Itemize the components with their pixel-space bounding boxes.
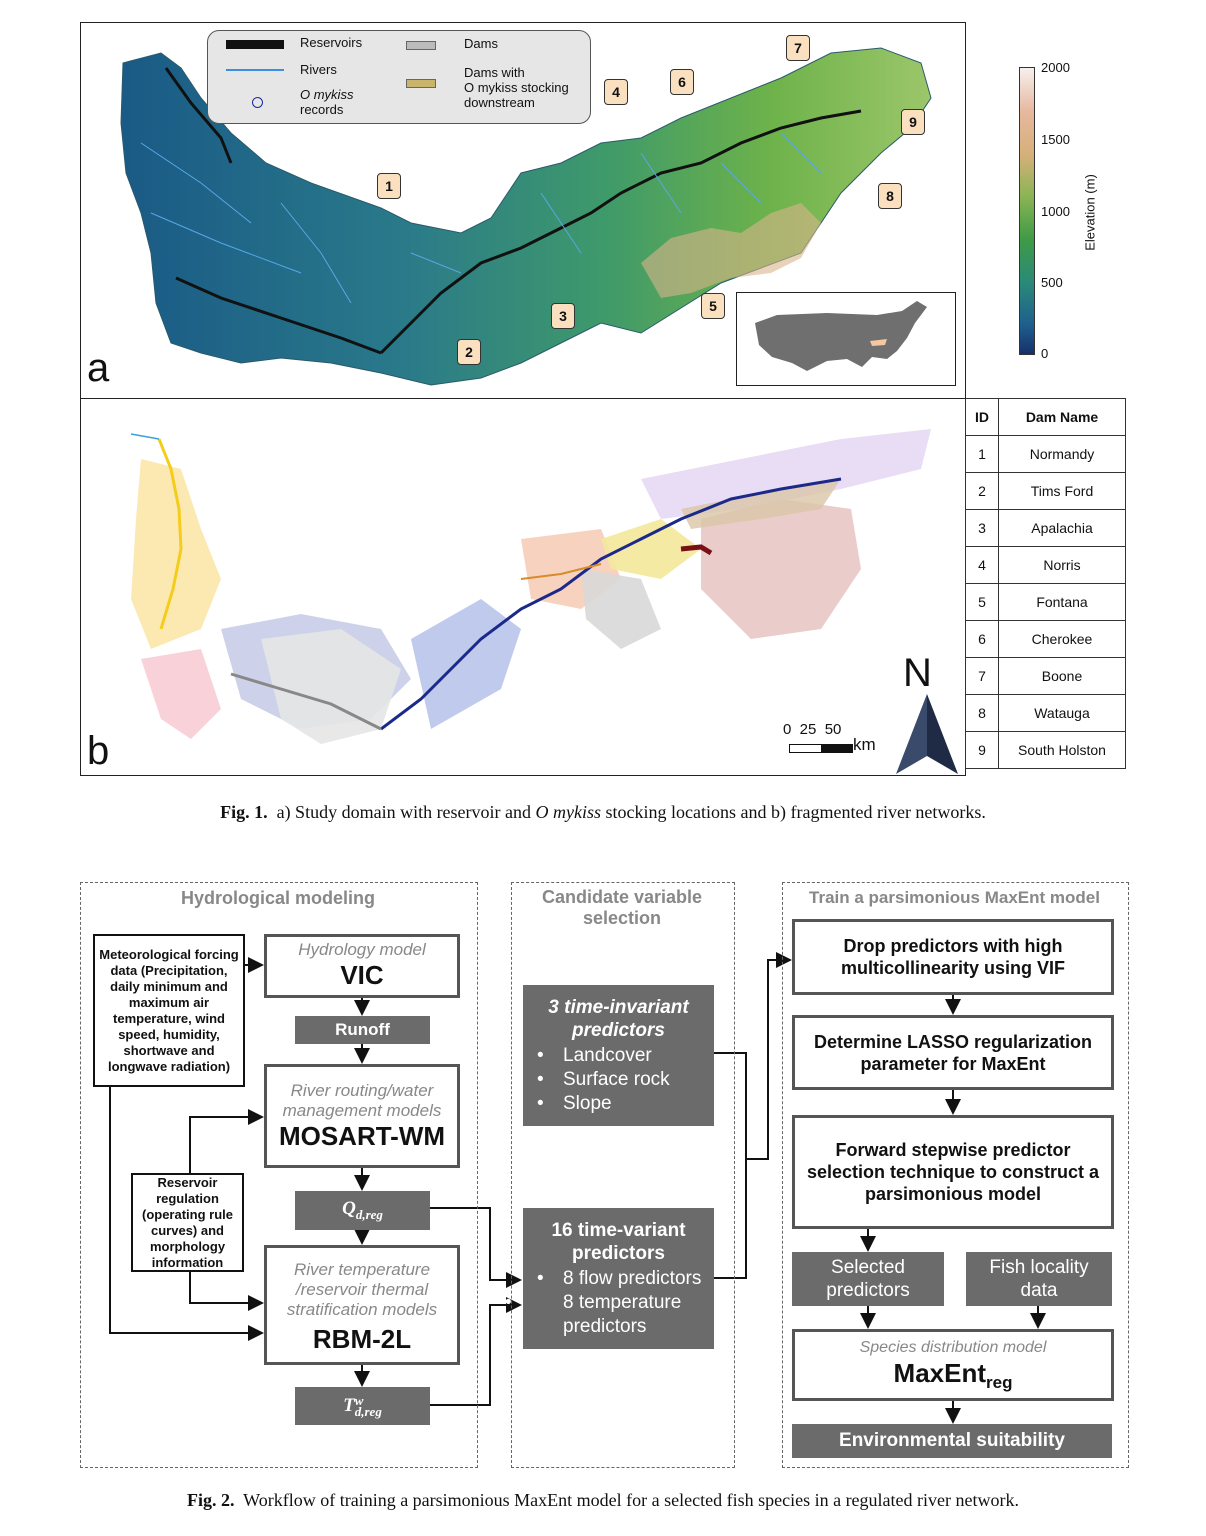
runoff-label: Runoff [335,1020,390,1039]
panel-a-letter: a [87,346,110,390]
rbm-name: RBM-2L [312,1324,412,1354]
q-dreg-symbol [342,1198,383,1223]
dam-label-6: 6 [670,69,694,95]
q-subscript: d,reg [355,1206,383,1222]
row-id: 5 [966,584,999,621]
time-variant-item: • 8 temperature predictors [531,1291,706,1339]
figure2-caption-label: Fig. 2. [186,1490,235,1510]
row-id: 2 [966,473,999,510]
runoff-box [295,1016,430,1044]
time-invariant-item: • Slope [531,1092,706,1116]
sdm-subtitle: Species distribution model [859,1339,1047,1356]
legend-stocked-line2: O mykiss stocking [464,80,569,95]
selected-predictors-box [792,1252,944,1306]
figure1-caption-italic: O mykiss [535,802,602,822]
dam-label-3: 3 [551,303,575,329]
dam-label-7: 7 [786,35,810,61]
row-id: 1 [966,436,999,473]
dam-label-5: 5 [701,293,725,319]
row-id: 4 [966,547,999,584]
time-invariant-item: • Surface rock [531,1068,706,1092]
meteorological-forcing-box [93,934,245,1087]
row-name: Apalachia [999,510,1126,547]
lasso-step-text: Determine LASSO regularization parameter for MaxEnt [813,1031,1093,1074]
candidate-selection-panel [511,882,735,1468]
fish-locality-box [966,1252,1112,1306]
sdm-name-subscript: reg [986,1373,1013,1393]
stepwise-step-text: Forward stepwise predictor selection technique to construct a parsimonious model [806,1140,1100,1204]
vic-box [264,934,460,998]
vif-step-text: Drop predictors with high multicollinearity using VIF [840,936,1066,978]
reservoir-regulation-box [131,1173,244,1272]
t-dreg-symbol [343,1395,382,1418]
row-id: 8 [966,695,999,732]
sdm-box [792,1329,1114,1401]
environmental-suitability-box [792,1424,1112,1458]
t-subscript: d,reg [354,1404,382,1420]
lasso-step-box [792,1015,1114,1090]
fish-locality-label: Fish locality data [989,1257,1089,1301]
t-stack [354,1393,382,1420]
q-dreg-box [295,1191,430,1230]
scale-bar-unit: km [853,735,876,754]
row-name: Cherokee [999,621,1126,658]
dam-label-2: 2 [457,339,481,365]
sdm-name [795,1358,1111,1398]
q-main: Q [342,1198,356,1220]
header-id: ID [966,399,999,436]
t-main: T [343,1394,355,1416]
vic-subtitle: Hydrology model [298,940,426,959]
legend-records-line1: O mykiss [300,87,354,102]
t-superscript: w [354,1393,364,1409]
row-name: South Holston [999,732,1126,769]
time-variant-box [523,1208,714,1349]
meteorological-forcing-text: Meteorological forcing data (Precipitation, daily minimum and maximum air temperature, wind speed, humidity, shortwave and longwave radiation) [99,946,239,1074]
candidate-selection-title: Candidate variable selection [541,887,703,928]
legend-records-line2: records [300,102,344,117]
row-id: 6 [966,621,999,658]
panel-b-letter: b [87,729,110,773]
vic-name: VIC [340,960,384,990]
dam-label-1: 1 [377,173,401,199]
time-variant-title: 16 time-variant predictors [551,1219,686,1264]
hydrological-modeling-title: Hydrological modeling [180,888,376,908]
rbm-box [264,1245,460,1365]
colorbar-tick-1000: 1000 [1041,204,1070,219]
colorbar-tick-1500: 1500 [1041,132,1070,147]
dam-label-8: 8 [878,183,902,209]
legend-reservoirs: Reservoirs [300,35,363,50]
figure1-caption-text-before: a) Study domain with reservoir and [276,802,536,822]
time-invariant-list [531,1044,706,1116]
dam-label-9: 9 [901,109,925,135]
row-id: 3 [966,510,999,547]
t-dreg-box [295,1387,430,1425]
time-variant-item: • 8 flow predictors [531,1267,706,1291]
figure1-caption-text-after: stocking locations and b) fragmented river networks. [601,802,986,822]
time-invariant-box [523,985,714,1126]
time-invariant-item: • Landcover [531,1044,706,1068]
colorbar-tick-500: 500 [1041,275,1063,290]
legend-rivers: Rivers [300,62,337,77]
vif-step-box [792,919,1114,995]
row-name: Watauga [999,695,1126,732]
mosart-box [264,1064,460,1168]
reservoir-regulation-text: Reservoir regulation (operating rule curves) and morphology information [141,1174,233,1270]
row-name: Fontana [999,584,1126,621]
time-invariant-title: 3 time-invariant predictors [548,996,689,1041]
legend-stocked-line1: Dams with [464,65,525,80]
scale-bar-ticks: 0 25 50 [783,721,842,738]
row-name: Norris [999,547,1126,584]
colorbar-tick-0: 0 [1041,346,1049,361]
rbm-subtitle: River temperature /reservoir thermal stratification models [286,1260,438,1319]
row-id: 7 [966,658,999,695]
colorbar-tick-2000: 2000 [1041,60,1070,75]
north-label: N [903,651,932,695]
figure2-caption [0,1490,1206,1511]
dam-label-4: 4 [604,79,628,105]
header-dam-name: Dam Name [999,399,1126,436]
row-name: Normandy [999,436,1126,473]
row-name: Tims Ford [999,473,1126,510]
stepwise-step-box [792,1115,1114,1229]
legend-stocked-line3: downstream [464,95,535,110]
row-name: Boone [999,658,1126,695]
figure2-caption-text: Workflow of training a parsimonious MaxEnt model for a selected fish species in a regulated river network. [243,1490,1019,1510]
mosart-name: MOSART-WM [278,1121,446,1151]
legend-dams: Dams [464,36,498,51]
selected-predictors-label: Selected predictors [826,1257,910,1301]
figure1-caption-label: Fig. 1. [220,802,268,822]
colorbar-label: Elevation (m) [1082,174,1098,251]
mosart-subtitle: River routing/water management models [282,1081,442,1120]
row-id: 9 [966,732,999,769]
environmental-suitability-label: Environmental suitability [839,1430,1065,1451]
time-variant-list [531,1267,706,1339]
maxent-panel-title: Train a parsimonious MaxEnt model [809,888,1100,907]
sdm-name-main: MaxEnt [893,1358,986,1388]
